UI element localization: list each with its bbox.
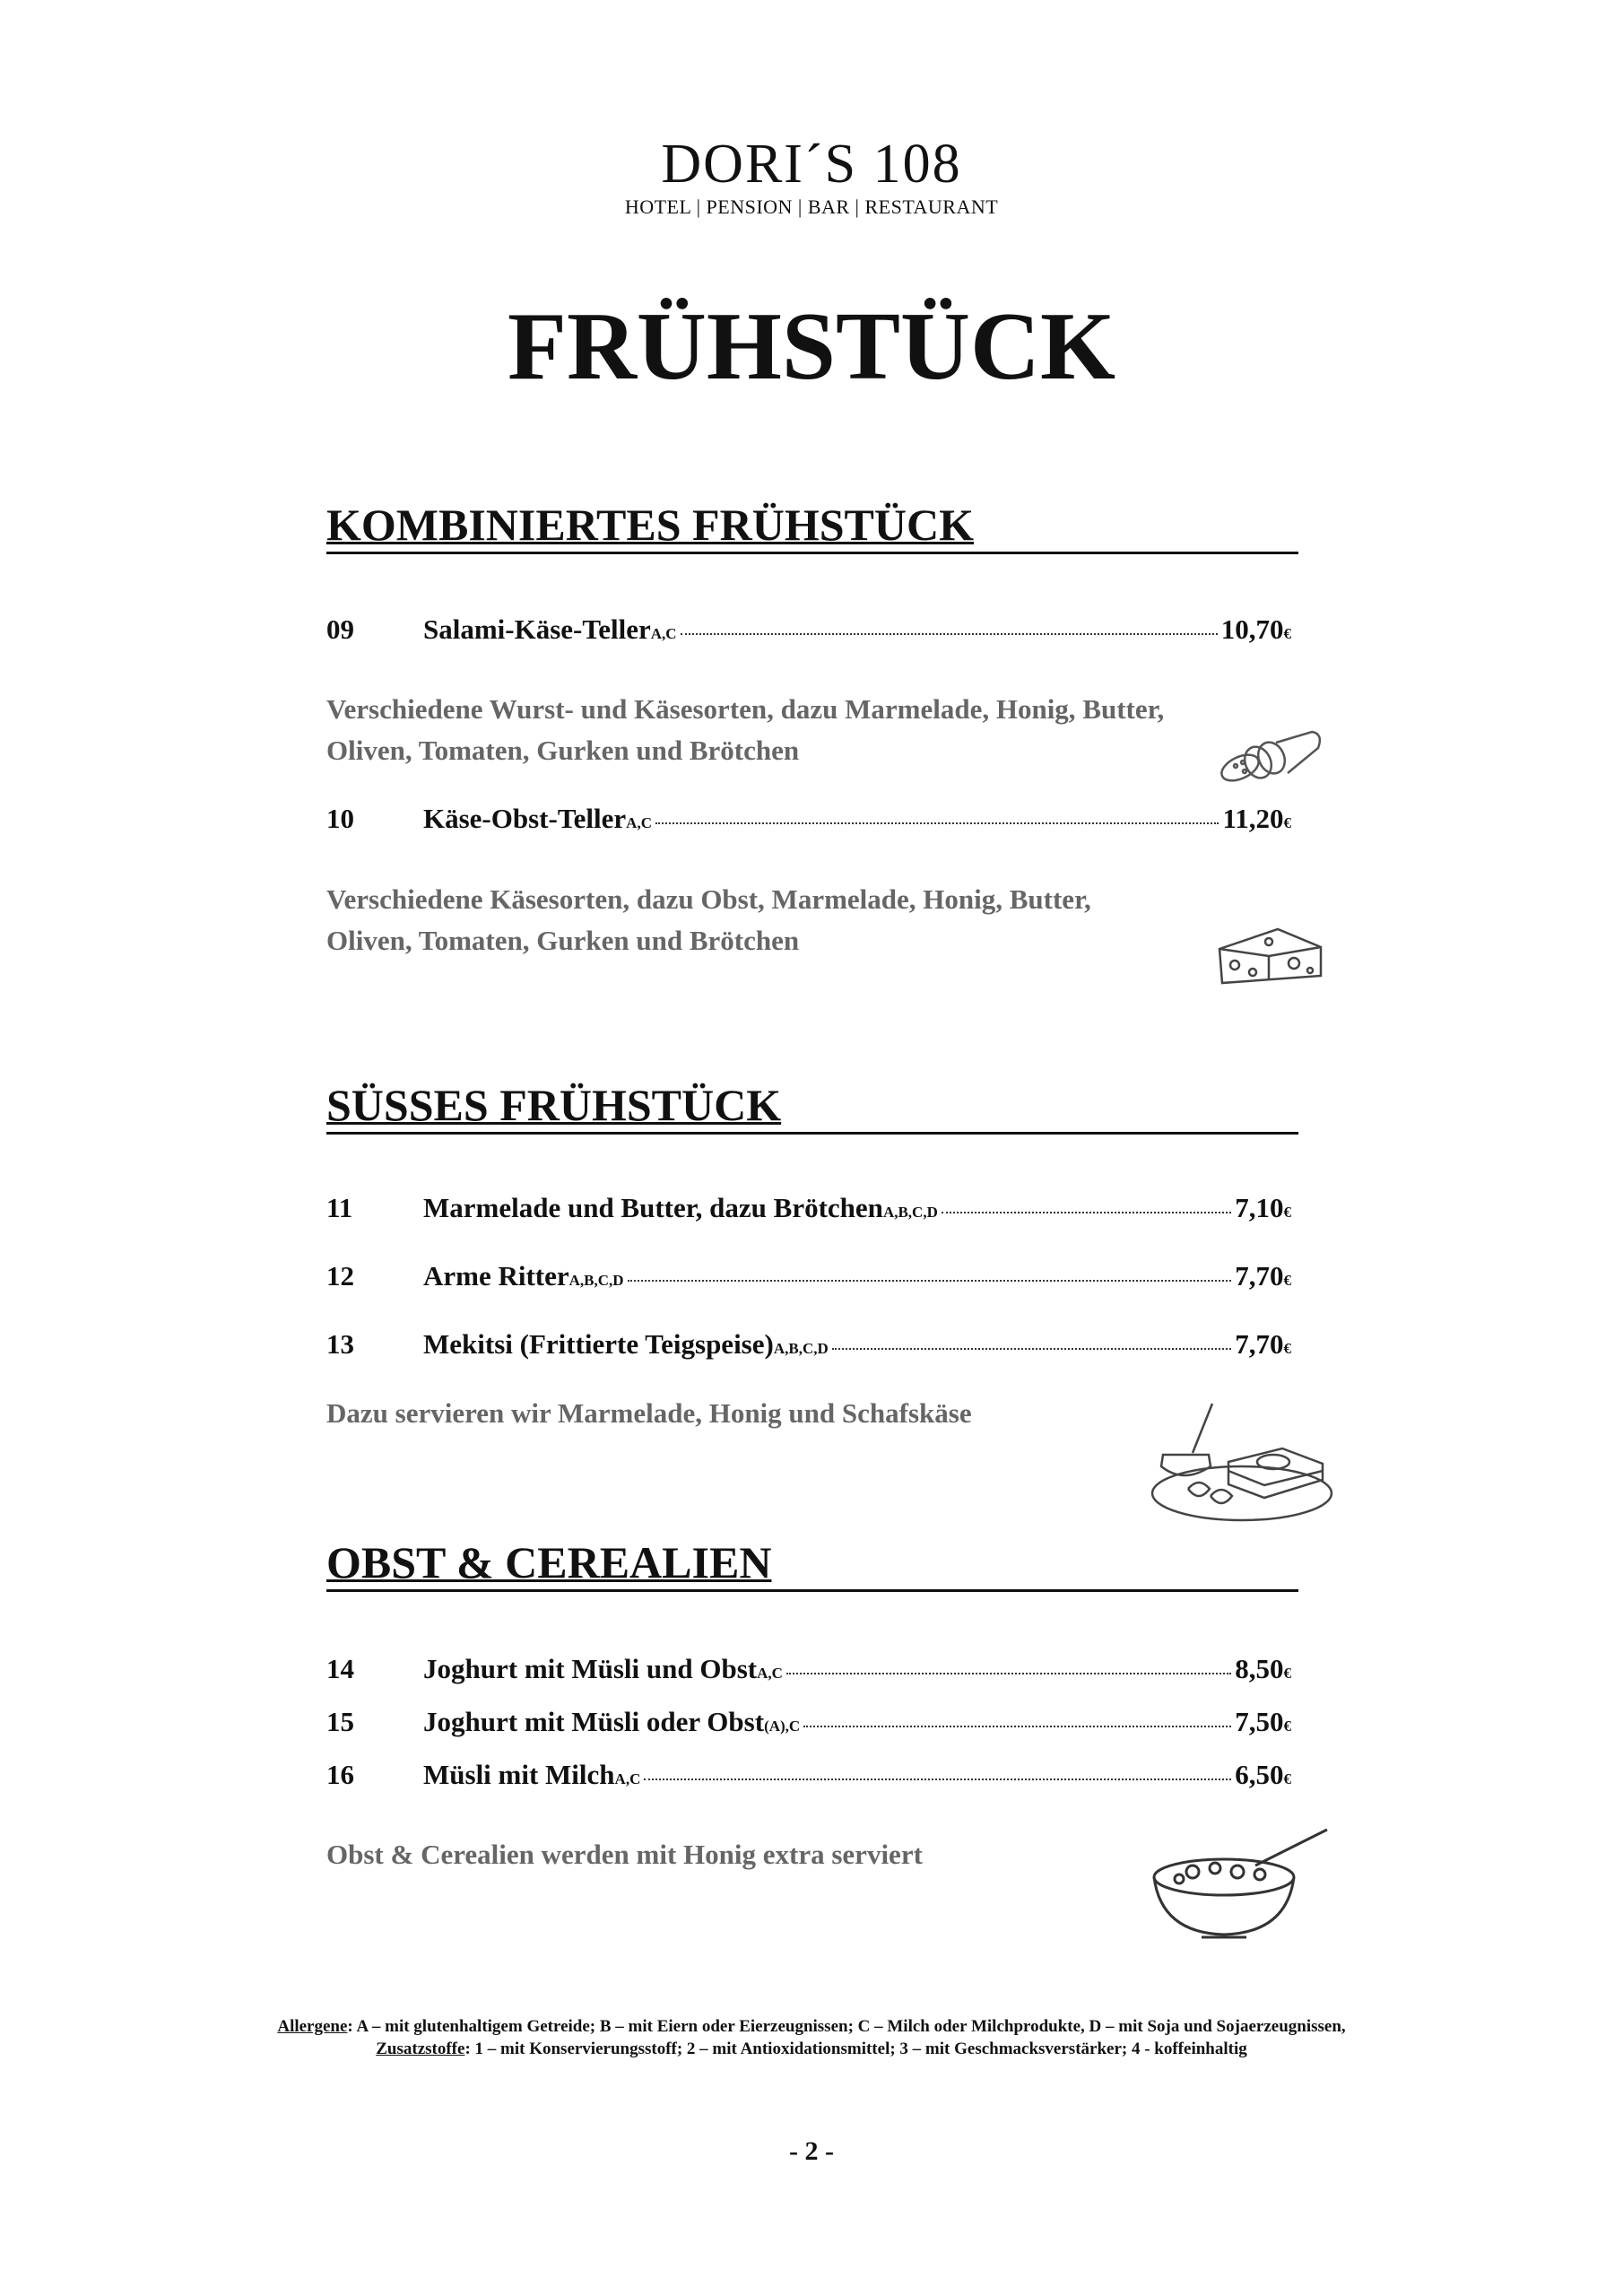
currency: € bbox=[1283, 1665, 1291, 1682]
item-description bbox=[326, 879, 1277, 961]
item-number: 16 bbox=[326, 1759, 354, 1790]
item-allergens: A,C bbox=[626, 814, 652, 831]
cereal-bowl-illustration bbox=[1148, 1825, 1336, 1946]
dot-leader bbox=[832, 1348, 1231, 1350]
item-allergens: A,C bbox=[614, 1770, 641, 1787]
dot-leader bbox=[942, 1212, 1231, 1213]
section-title: KOMBINIERTES FRÜHSTÜCK bbox=[326, 500, 974, 550]
item-name: Arme Ritter bbox=[423, 1260, 569, 1292]
menu-item bbox=[326, 1704, 1291, 1744]
section-title: OBST & CEREALIEN bbox=[326, 1537, 772, 1587]
item-allergens: A,C bbox=[757, 1665, 783, 1682]
item-description bbox=[326, 689, 1277, 771]
french-toast-illustration bbox=[1148, 1399, 1336, 1525]
item-number: 12 bbox=[326, 1260, 354, 1292]
allergen-text: : A – mit glutenhaltigem Getreide; B – mit Eiern oder Eierzeugnissen; C – Milch oder Milchprodukte, D – mit Soja und Sojaerzeugnissen, bbox=[347, 2017, 1346, 2036]
currency: € bbox=[1283, 1204, 1291, 1221]
logo: DORI´S 108 bbox=[661, 134, 962, 195]
item-number: 10 bbox=[326, 803, 354, 834]
menu-item bbox=[326, 1190, 1291, 1231]
menu-item bbox=[326, 1326, 1291, 1367]
item-allergens: A,B,C,D bbox=[568, 1272, 624, 1289]
additive-label: Zusatzstoffe bbox=[376, 2039, 465, 2058]
item-name: Mekitsi (Frittierte Teigspeise) bbox=[423, 1328, 774, 1360]
allergen-label: Allergene bbox=[277, 2017, 348, 2036]
item-number: 14 bbox=[326, 1653, 354, 1684]
item-allergens: (A),C bbox=[764, 1718, 801, 1735]
item-number: 15 bbox=[326, 1706, 354, 1737]
item-price: 11,20 bbox=[1222, 803, 1284, 834]
item-number: 13 bbox=[326, 1328, 354, 1360]
section-title: SÜSSES FRÜHSTÜCK bbox=[326, 1080, 782, 1130]
section-heading bbox=[326, 498, 1298, 554]
description-line: Verschiedene Wurst- und Käsesorten, dazu Marmelade, Honig, Butter, bbox=[326, 693, 1165, 725]
dot-leader bbox=[644, 1779, 1231, 1780]
currency: € bbox=[1283, 1770, 1291, 1787]
item-price: 7,70 bbox=[1235, 1328, 1284, 1360]
menu-item bbox=[326, 1757, 1291, 1797]
currency: € bbox=[1283, 814, 1291, 831]
allergen-legend bbox=[0, 2015, 1623, 2060]
currency: € bbox=[1283, 1340, 1291, 1357]
cheese-illustration bbox=[1215, 924, 1332, 988]
section-note: Dazu servieren wir Marmelade, Honig und Schafskäse bbox=[326, 1397, 972, 1429]
menu-item bbox=[326, 612, 1291, 652]
item-name: Käse-Obst-Teller bbox=[423, 803, 627, 834]
item-price: 8,50 bbox=[1235, 1653, 1284, 1684]
section-heading bbox=[326, 1535, 1298, 1592]
logo-tagline: HOTEL | PENSION | BAR | RESTAURANT bbox=[624, 196, 999, 218]
item-name: Joghurt mit Müsli und Obst bbox=[423, 1653, 758, 1684]
additive-text: : 1 – mit Konservierungsstoff; 2 – mit Antioxidationsmittel; 3 – mit Geschmacksverstärker; 4 - koffeinhaltig bbox=[464, 2039, 1247, 2058]
menu-item bbox=[326, 801, 1291, 841]
description-line: Verschiedene Käsesorten, dazu Obst, Marmelade, Honig, Butter, bbox=[326, 883, 1091, 915]
dot-leader bbox=[655, 822, 1219, 824]
item-price: 6,50 bbox=[1235, 1759, 1284, 1790]
item-price: 7,10 bbox=[1235, 1192, 1284, 1223]
menu-item bbox=[326, 1258, 1291, 1299]
item-number: 09 bbox=[326, 613, 354, 645]
description-line: Oliven, Tomaten, Gurken und Brötchen bbox=[326, 925, 800, 956]
item-name: Joghurt mit Müsli oder Obst bbox=[423, 1706, 765, 1737]
item-number: 11 bbox=[326, 1192, 353, 1223]
section-heading bbox=[326, 1078, 1298, 1135]
currency: € bbox=[1283, 1272, 1291, 1289]
dot-leader bbox=[786, 1673, 1231, 1674]
page-number: - 2 - bbox=[789, 2136, 834, 2166]
page-title: FRÜHSTÜCK bbox=[507, 293, 1116, 400]
description-line: Oliven, Tomaten, Gurken und Brötchen bbox=[326, 735, 800, 766]
item-name: Müsli mit Milch bbox=[423, 1759, 615, 1790]
item-price: 7,70 bbox=[1235, 1260, 1284, 1292]
item-price: 10,70 bbox=[1220, 613, 1284, 645]
item-allergens: A,B,C,D bbox=[882, 1204, 938, 1221]
dot-leader bbox=[803, 1726, 1231, 1727]
dot-leader bbox=[681, 633, 1218, 635]
item-name: Salami-Käse-Teller bbox=[423, 613, 651, 645]
item-price: 7,50 bbox=[1235, 1706, 1284, 1737]
dot-leader bbox=[628, 1280, 1232, 1282]
item-allergens: A,B,C,D bbox=[773, 1340, 829, 1357]
item-allergens: A,C bbox=[650, 625, 677, 642]
menu-item bbox=[326, 1651, 1291, 1692]
currency: € bbox=[1283, 1718, 1291, 1735]
item-name: Marmelade und Butter, dazu Brötchen bbox=[423, 1192, 883, 1223]
currency: € bbox=[1283, 625, 1291, 642]
section-note: Obst & Cerealien werden mit Honig extra serviert bbox=[326, 1839, 923, 1870]
salami-illustration bbox=[1218, 728, 1325, 786]
